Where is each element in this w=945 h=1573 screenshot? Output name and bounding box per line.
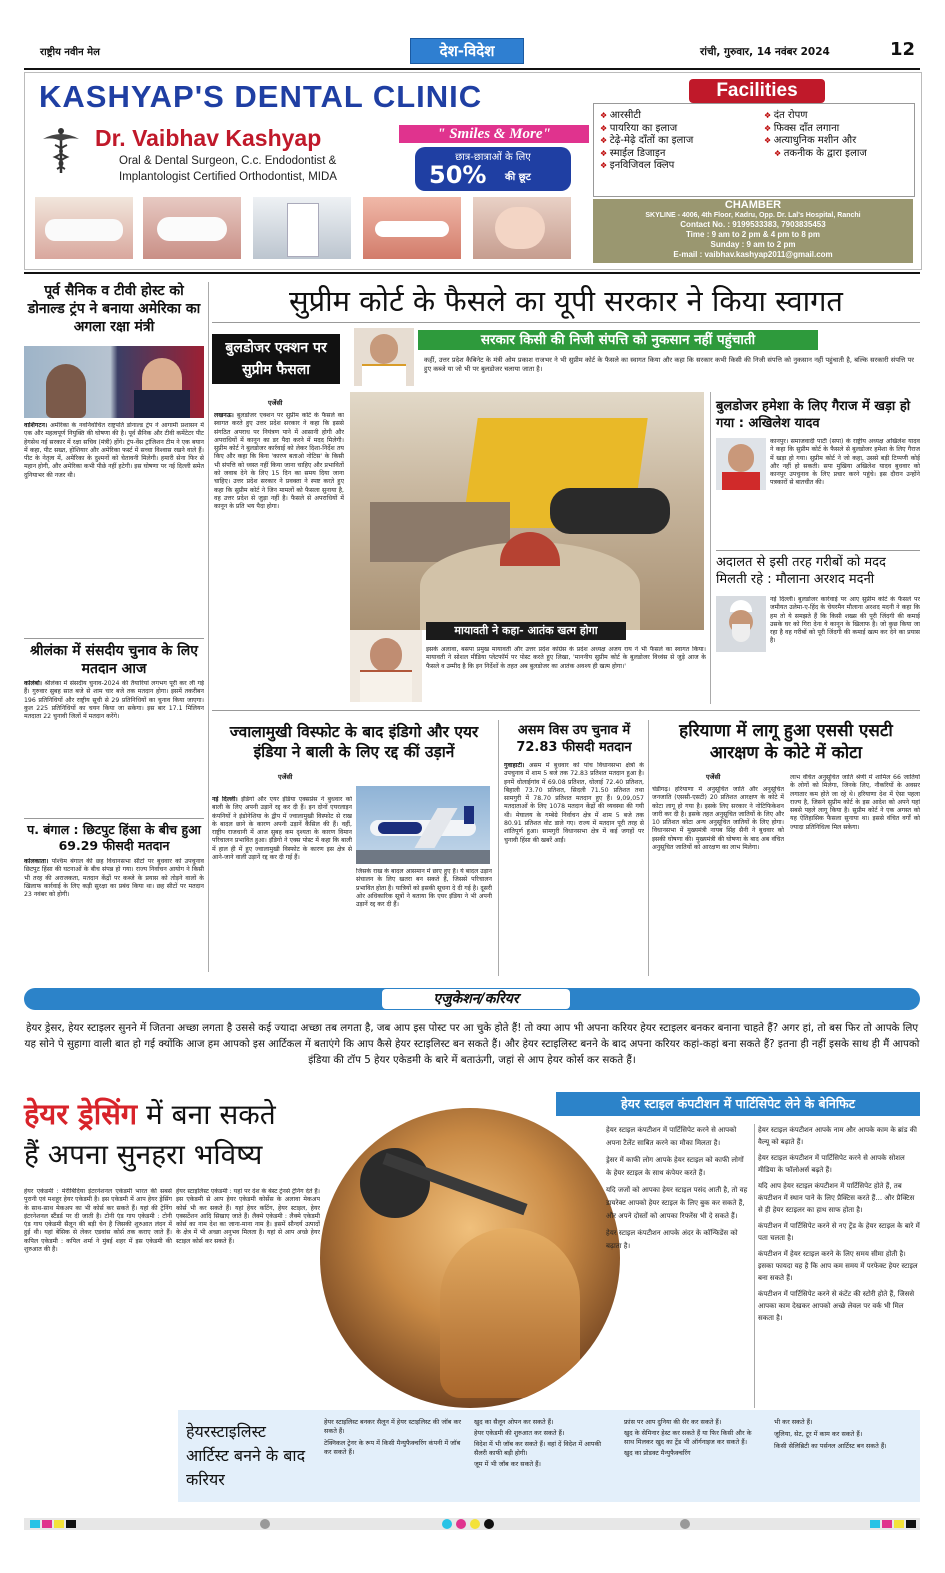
education-intro: हेयर ड्रेसर, हेयर स्टाइलर सुनने में जितना अच्छा लगता है उससे कई ज्यादा अच्छा तब लगता है, जब आप इस पोस्ट पर आ चुके होते हैं! तो क्या आप भी अपना करियर हेयर स्टाइलर बनकर बनाना चाहते हैं? अगर हां, तो बस फिर तो आपके लिए यह सोने पे सुहागा वाली बात हो गई क्योंकि आज हम आपको इस आर्टिकल में बताएंगे कि आप कैसे हेयर स्टाइलिस्ट बन सकते हैं। और हेयर स्टाइलिस्ट बनने के बाद अपना करियर कहां-कहां बना सकते हैं? इतना ही नहीं इसके साथ ही मैं आपको इंडिया की टॉप 5 हेयर एकेडमी के बारे में बताऊंगी, जहां से आप हेयर कोर्स कर सकते हैं।: [24, 1022, 920, 1066]
education-label: एजुकेशन/करियर: [382, 989, 570, 1009]
srilanka-article: कोलंबो। श्रीलंका में संसदीय चुनाव-2024 की तैयारियां लगभग पूरी कर ली गई हैं। गुरुवार सुबह सात बजे से शाम चार बजे तक मतदान होगा। इसमें तकरीबन 196 प्रतिनिधियों और राष्ट्रीय सूची से 29 प्रतिनिधियों का चुनाव किया जाएगा। कुल 225 प्रतिनिधियों का चयन किया जा सकेगा। इस बार 17.1 मिलियन मतदाता 22 चुनावी जिलों में मतदान करेंगे।: [24, 680, 204, 721]
black-swatch: [66, 1520, 76, 1528]
main-agency: एजेंसी: [268, 399, 283, 407]
benefit-item: हेयर स्टाइल कंपटीशन में पार्टिसिपेट करने से आपके सोशल मीडिया के फॉलोअर्स बढ़ते हैं।: [758, 1154, 905, 1174]
career-item: हेयर एकेडमी की शुरुआत कर सकते हैं।: [474, 1429, 565, 1437]
haryana-headline: हरियाणा में लागू हुआ एससी एसटी आरक्षण के कोटे में कोटा: [679, 721, 893, 763]
yellow-swatch: [894, 1520, 904, 1528]
indigo-plane-photo: [356, 786, 490, 864]
benefits-left: [606, 1124, 750, 1408]
register-dot: [680, 1519, 690, 1529]
career-item: जूलिया, सेट, टूर में काम कर सकते हैं।: [774, 1430, 863, 1438]
facility-item: ❖ आरसीटी: [600, 110, 693, 123]
career-item: हेयर स्टाइलिस्ट बनकर सैलून में हेयर स्टाइलिस्ट की जॉब कर सकते हैं।: [324, 1418, 461, 1435]
registration-bar: [24, 1518, 920, 1530]
facilities-title: Facilities: [689, 79, 825, 103]
career-item: जूम में भी जॉब कर सकते हैं।: [474, 1460, 541, 1468]
deck-intro: कहीं, उत्तर प्रदेश कैबिनेट के मंत्री ओम प्रकाश राजभर ने भी सुप्रीम कोर्ट के फैसले का स्वागत किया और कहा कि सरकार कभी किसी की निजी संपत्ति को नुकसान नहीं पहुंचाती है, बल्कि सरकारी संपत्ति पर हुए कब्जे या जो भी पर बुलडोजर चलाया जाता है।: [424, 356, 914, 373]
facility-item: ❖ तकनीक के द्वारा इलाज: [764, 148, 867, 161]
hair-styling-photo: [320, 1108, 620, 1408]
discount-badge: छात्र-छात्राओं के लिए 50% की छूट: [415, 147, 571, 191]
indigo-headline: ज्वालामुखी विस्फोट के बाद इंडिगो और एयर इंडिया ने बाली के लिए रद्द कीं उड़ानें: [229, 723, 479, 761]
tooth-photo-3: [253, 197, 351, 259]
career-box: [178, 1410, 920, 1502]
column-rule: [648, 720, 649, 976]
left-column: [24, 282, 204, 982]
benefit-item: यदि जजों को आपका हेयर स्टाइल पसंद आती है, तो वह डायरेक्ट आपको हेयर स्टाइल के लिए बुक कर सकते हैं, और अपने दोस्तों को आपका रिफरेंस भी दे सकते हैं।: [606, 1186, 748, 1220]
career-col-3: [624, 1418, 756, 1458]
career-item: खुद का सैलून ओपन कर सकते हैं।: [474, 1418, 554, 1426]
facilities-box: [593, 103, 915, 197]
magenta-dot: [456, 1519, 466, 1529]
facility-item: ❖ टेढ़े-मेढ़े दाँतों का इलाज: [600, 135, 693, 148]
main-headline: सुप्रीम कोर्ट के फैसले का यूपी सरकार ने किया स्वागत: [289, 284, 843, 318]
column-rule: [754, 1124, 755, 1408]
career-item: खुद का प्रोडक्ट मैन्युफैक्चरिंग: [624, 1449, 691, 1457]
career-item: टेक्निकल ट्रेनर के रूप में किसी मैन्युफैक्चरिंग कंपनी में जॉब कर सकते हैं।: [324, 1439, 461, 1456]
career-col-4: [774, 1418, 912, 1451]
mayawati-article: इसके अलावा, बसपा प्रमुख मायावती और उत्तर प्रदेश कांग्रेस के प्रदेश अध्यक्ष अजय राय ने भी फैसले का स्वागत किया। मायावती ने सोशल मीडिया प्लेटफॉर्म पर पोस्ट करते हुए लिखा, 'माननीय सुप्रीम कोर्ट के बुलडोजर विध्वंस से जुड़े आज के फैसले व उम्मीद है कि इन निर्देशों के तहत अब बुलडोजर का आतंक अवश्य ही खत्म होगा।': [426, 646, 706, 670]
srilanka-headline: श्रीलंका में संसदीय चुनाव के लिए मतदान आज: [30, 643, 198, 677]
benefit-header: हेयर स्टाइल कंपटीशन में पार्टिसिपेट लेने के बेनिफिट: [556, 1092, 920, 1116]
bulldozer-photo: [350, 392, 704, 630]
page-number: 12: [890, 39, 916, 60]
bengal-article: कोलकाता। पश्चिम बंगाल की छह विधानसभा सीटों पर बुधवार को उपचुनाव छिटपुट हिंसा की घटनाओं के बीच संपन्न हो गया। राज्य निर्वाचन आयोग ने किसी भी तरह की अराजकता, मतदान केंद्रों पर कब्जे के प्रयास को तोड़ने वालों के खिलाफ कार्रवाई के लिए कड़ी सुरक्षा का प्रबंध किया था। छह सीटों पर मतदान 23 नवंबर को होगी।: [24, 858, 204, 899]
benefits-right: [758, 1124, 920, 1408]
cyan-swatch: [870, 1520, 880, 1528]
benefit-item: हेयर स्टाइल कंपटीशन आपके नाम और आपके काम के ब्रांड की वैल्यू को बढ़ाते हैं।: [758, 1126, 917, 1146]
section-rule: [212, 710, 920, 711]
chamber-box: CHAMBER SKYLINE - 4006, 4th Floor, Kadru, Opp. Dr. Lal's Hospital, Ranchi Contact No. : 9199533383, 7903835453 Time : 9 am to 2 pm & 4 pm to 8 pm Sunday : 9 am to 2 pm E-mail : vaibhav.kashyap2011@gmail.com: [593, 199, 913, 263]
career-col-2: [474, 1418, 606, 1469]
madani-headline: अदालत से इसी तरह गरीबों को मदद मिलती रहे : मौलाना अरशद मदनी: [716, 555, 886, 587]
dental-ad: [24, 72, 922, 270]
doctor-name: Dr. Vaibhav Kashyap: [95, 125, 322, 151]
doctor-qualification-1: Oral & Dental Surgeon, C.c. Endodontist &: [119, 155, 337, 167]
academy-column-1: हेयर एकेडमी : मेरीबिदिया इंटरनेशनल एकेडमी भारत की सबसे पुरानी एवं मशहूर हेयर एकेडमी है। इस एकेडमी में आप हेयर ड्रेसिंग के साथ-साथ मेकअप का भी कोर्स कर सकते हैं। यहां की ट्रेनिंग इंटरनेशनल स्टैंडर्ड पर दी जाती है। टोनी एंड गाय एकेडमी : टोनी एंड गाय एकेडमी सैलून की बड़ी चेन है जिसकी शुरुआत लंदन में हुई थी। यहां बेसिक से लेकर एडवांस कोर्स तक कराए जाते हैं। कपिल एकेडमी : कपिल शर्मा ने मुंबई शहर में इस एकेडमी की शुरुआत की है।: [24, 1188, 172, 1254]
assam-article: गुवाहाटी। असम में बुधवार को पांच विधानसभा क्षेत्रों के उपचुनाव में शाम 5 बजे तक 72.83 प्रतिशत मतदान हुआ है। इनमें धोलाईगांव में 69.08 प्रतिशत, धोलाई 72.40 प्रतिशत, बिहाली 73.70 प्रतिशत, सिदली 71.50 प्रतिशत तथा सामगुरी में 78.70 प्रतिशत मतदान हुए हैं। 9,09,057 मतदाताओं के लिए 1078 मतदान केंद्रों की व्यवस्था की गयी थी। मेघालय के गम्बेग्रे निर्वाचन क्षेत्र में शाम 5 बजे तक 80.91 प्रतिशत वोट डाले गए। राज्य में मतदान पूरी तरह से शांतिपूर्ण हुआ। सामगुरी विधानसभा क्षेत्र में कई जगहों पर चुनावी हिंसा की खबरें आईं।: [504, 762, 644, 844]
facility-item: ❖ पायरिया का इलाज: [600, 123, 693, 136]
headline-rule: [212, 322, 920, 323]
tooth-photo-2: [143, 197, 241, 259]
mayawati-caption: मायावती ने कहा- आतंक खत्म होगा: [426, 622, 626, 640]
masthead-rule: [24, 68, 920, 70]
tooth-photo-5: [473, 197, 571, 259]
paper-name: राष्ट्रीय नवीन मेल: [40, 47, 100, 58]
section-label: देश-विदेश: [410, 38, 524, 64]
trump-photo: [24, 346, 204, 418]
deck-banner: सरकार किसी की निजी संपत्ति को नुकसान नहीं पहुंचाती: [418, 330, 818, 350]
divider: [24, 638, 204, 639]
akhilesh-article: कानपुर। समाजवादी पार्टी (सपा) के राष्ट्रीय अध्यक्ष अखिलेश यादव ने कहा कि सुप्रीम कोर्ट के फैसले से बुलडोजर हमेशा के लिए गैराज में खड़ा हो गया। सुप्रीम कोर्ट ने जो कहा, उससे बड़ी टिप्पणी कोई और नहीं हो सकती। सपा मुखिया अखिलेश यादव बुधवार को कानपुर उपचुनाव के लिए प्रचार करने पहुंचे। इस दौरान उन्होंने पत्रकारों से बातचीत की।: [770, 438, 920, 487]
akhilesh-photo: [716, 438, 766, 490]
career-box-title: हेयरस्टाइलिस्ट आर्टिस्ट बनने के बाद करियर: [186, 1422, 306, 1489]
tooth-photo-1: [35, 197, 133, 259]
facilities-left-list: [600, 110, 693, 173]
doctor-qualification-2: Implantologist Certified Orthodontist, MIDA: [119, 171, 337, 183]
education-band: [24, 988, 920, 1010]
madani-photo: [716, 596, 766, 652]
haryana-article: चंडीगढ़। हरियाणा में अनुसूचित जाति और अनुसूचित जनजाति (एससी-एसटी) 20 प्रतिशत आरक्षण के कोटे में कोटा लागू हो गया है। इसके लिए सरकार ने नोटिफिकेशन जारी कर दी है। इसके तहत अनुसूचित जातियों के लिए और 10 प्रतिशत कोटा अन्य अनुसूचित जातियों के लिए होगा। विधानसभा में मुख्यमंत्री नायब सिंह सैनी ने बुधवार को इसकी घोषणा की। मुख्यमंत्री की घोषणा के बाद अब वंचित अनुसूचित जातियों को आरक्षण का लाभ मिलेगा।: [652, 786, 784, 852]
career-item: विदेश में भी जॉब कर सकते हैं। वहां दें विदेश में आपकी सैलरी काफी बड़ी होगी।: [474, 1440, 602, 1457]
yellow-swatch: [54, 1520, 64, 1528]
benefit-item: कंपटीशन में हेयर स्टाइल करने के लिए समय सीमा होती है। इसका फायदा यह है कि आप कम समय में परफेक्ट हेयर स्टाइल बना सकते हैं।: [758, 1250, 918, 1282]
career-item: फ्रांस पर आप दुनिया की सैर कर सकते हैं।: [624, 1418, 722, 1426]
madani-article: नई दिल्ली। बुलडोजर कार्रवाई पर आए सुप्रीम कोर्ट के फैसले पर जमीयत उलेमा-ए-हिंद के चेयरमैन मौलाना अरशद मदनी ने कहा कि हम तो ये समझते हैं कि किसी शख्स की पूरी जिंदगी की कमाई उसके घर को गिरा देना ये कानून के खिलाफ है। जो कुछ किया जा रहा है वह गरीबों को पूरी जिंदगी की कमाई खत्म कर देने का प्रयास है।: [770, 596, 920, 645]
divider: [24, 818, 204, 819]
mayawati-photo: [350, 630, 422, 702]
indigo-article: नई दिल्ली। इंडिगो और एयर इंडिया एक्सप्रेस ने बुधवार को बाली के लिए अपनी उड़ानें रद्द कर दी हैं। इन दोनों एयरलाइन कंपनियों ने इंडोनेशिया के द्वीप में ज्वालामुखी विस्फोट से राख के बादल छाने के कारण अपनी उड़ानें कैंसिल की हैं। वहीं, राष्ट्रीय राजधानी में आज सुबह कम दृश्यता के कारण विमान परिचालन प्रभावित हुआ। इंडिगो ने एक्स पोस्ट में कहा कि बाली में हाल ही में हुए ज्वालामुखी विस्फोट के कारण इस क्षेत्र से आने-जाने वाली उड़ानें रद्द कर दी गई हैं।: [212, 796, 352, 862]
ad-bottom-rule: [24, 272, 920, 274]
register-dot: [260, 1519, 270, 1529]
trump-article: वाशिंगटन। अमेरिका के नवनिर्वाचित राष्ट्रपति डोनाल्ड ट्रंप ने आगामी प्रशासन में एक और महत्वपूर्ण नियुक्ति की घोषणा की है। पूर्व सैनिक और टीवी कमेंटेटर पीट हेगसेथ नई सरकार में रक्षा सचिव (मंत्री) होंगे। ट्रंप-वेंस ट्रांजिशन टीम ने एक बयान में कहा, पीट सख्त, होशियार और अमेरिका फर्स्ट में सच्चा विश्वास रखने वाले हैं। पीट के नेतृत्व में, अमेरिका के दुश्मनों को चेतावनी मिलेगी। हमारी सेना फिर से महान होगी, और अमेरिका कभी पीछे नहीं हटेगी। इस घोषणा पर नई दिल्ली समेत दुनियाभर की नजर थी।: [24, 422, 204, 479]
bengal-headline: प. बंगाल : छिटपुट हिंसा के बीच हुआ 69.29 फीसदी मतदान: [27, 822, 201, 853]
hair-headline: हेयर ड्रेसिंग में बना सकते हैं अपना सुनहरा भविष्य: [24, 1097, 276, 1171]
magenta-swatch: [882, 1520, 892, 1528]
black-dot: [484, 1519, 494, 1529]
facilities-right-list: [764, 110, 867, 160]
yellow-dot: [470, 1519, 480, 1529]
benefit-item: कंपटीशन में पार्टिसिपेट करने से नए ट्रेंड के हेयर स्टाइल के बारे में पता चलता है।: [758, 1222, 920, 1242]
career-col-1: [324, 1418, 462, 1457]
tagline-box: " Smiles & More": [399, 125, 589, 143]
benefit-item: हेयर स्टाइल कंपटीशन आपके अंदर के कॉन्फिडेंस को बढ़ाता है।: [606, 1229, 738, 1250]
black-swatch: [906, 1520, 916, 1528]
column-rule: [498, 720, 499, 976]
caduceus-icon: [35, 125, 87, 177]
benefit-item: ड्रेसर में काफी लोग आपके हेयर स्टाइल को काफी लोगों के हेयर स्टाइल के साथ कंपेयर करते हैं।: [606, 1156, 744, 1177]
cyan-swatch: [30, 1520, 40, 1528]
haryana-agency: एजेंसी: [706, 773, 721, 781]
career-item: भी कर सकते हैं।: [774, 1418, 813, 1426]
masthead: [24, 36, 920, 68]
main-article: लखनऊ। बुलडोजर एक्शन पर सुप्रीम कोर्ट के फैसले का स्वागत करते हुए उत्तर प्रदेश सरकार ने कहा कि इससे संगठित अपराध पर नियंत्रण पाने में आसानी होगी और अपराधियों में कानून का डर पैदा करने में मदद मिलेगी। सुप्रीम कोर्ट ने बुलडोजर कार्रवाई को लेकर दिशा-निर्देश तय किए और कहा कि बिना 'कारण बताओ नोटिस' के किसी भी संपत्ति को ध्वस्त नहीं किया जाना चाहिए और प्रभावितों को जवाब देने के लिए 15 दिन का समय दिया जाना चाहिए। उत्तर प्रदेश सरकार ने प्रवक्ता ने स्पष्ट करते हुए कहा कि सुप्रीम कोर्ट ने जिन मामलों को फैसला सुनाया है, वह उत्तर प्रदेश से जुड़ा नहीं है। फैसले से अपराधियों में कानून के प्रति भय पैदा होगा।: [214, 412, 344, 511]
facility-item: ❖ फिक्स दाँत लगाना: [764, 123, 867, 136]
career-item: खुद के सेमिनार हेस्ट कर सकते हैं या फिर किसी और के साथ मिलकर खुद का ट्रेंड भी ऑर्गनाइज कर सकते हैं।: [624, 1429, 752, 1446]
benefit-item: यदि आप हेयर स्टाइल कंपटीशन में पार्टिसिपेट होते हैं, तब कंपटीशन में स्थान पाने के लिए प्रैक्टिस करते हैं... और प्रैक्टिस से ही हेयर स्टाइलर का हाथ साफ होता है।: [758, 1182, 915, 1214]
facility-item: ❖ स्माईल डिजाइन: [600, 148, 693, 161]
facility-item: ❖ दंत रोपण: [764, 110, 867, 123]
indigo-agency: एजेंसी: [278, 773, 293, 781]
benefit-item: कंपटीशन में पार्टिसिपेट करने से कंटेंट की स्टोरी होते हैं, जिससे आपका काम देखकर आपको अच्छे लेवल पर वर्क भी मिल सकता है।: [758, 1290, 915, 1322]
kicker-box: बुलडोजर एक्शन पर सुप्रीम फैसला: [212, 334, 340, 384]
cyan-dot: [442, 1519, 452, 1529]
haryana-article-2: लाभ वंचित अनुसूचित जाति श्रेणी में शामिल 66 जातियों के लोगों को मिलेगा, जिनके लिए, नौकरियों के अवसर लगातार कम होते जा रहे थे। हरियाणा देश में ऐसा पहला राज्य है, जिसने सुप्रीम कोर्ट के इस आदेश को अपने यहां सबसे पहले लागू किया है। सुप्रीम कोर्ट ने एक अगस्त को यह ऐतिहासिक फैसला सुनाया था। इससे वंचित वर्गों को ज्यादा प्रतिनिधित्व मिल सकेगा।: [790, 774, 920, 831]
minister-photo: [354, 328, 414, 386]
facility-item: ❖ इनविजिवल क्लिप: [600, 160, 693, 173]
column-rule: [710, 392, 711, 704]
trump-headline: पूर्व सैनिक व टीवी होस्ट को डोनाल्ड ट्रंप ने बनाया अमेरिका का अगला रक्षा मंत्री: [27, 283, 201, 335]
facility-item: ❖ अत्याधुनिक मशीन और: [764, 135, 867, 148]
career-item: किसी सेलिब्रिटी का पर्सनल आर्टिस्ट बन सकते हैं।: [774, 1442, 887, 1450]
dateline: रांची, गुरुवार, 14 नवंबर 2024: [700, 46, 830, 58]
akhilesh-headline: बुलडोजर हमेशा के लिए गैराज में खड़ा हो गया : अखिलेश यादव: [716, 399, 911, 431]
assam-headline: असम विस उप चुनाव में 72.83 फीसदी मतदान: [516, 723, 632, 755]
indigo-article-2: जिसके राख के बादल आसमान में छाए हुए हैं। ये बादल उड़ान संचालन के लिए खतरा बन सकते हैं, जिससे परिचालन प्रभावित होता है। यात्रियों को इसकी सूचना दे दी गई है। दूसरी ओर अधिकारिक सूत्रों ने बताया कि एयर इंडिया ने भी अपनी उड़ानें रद्द कर दी हैं।: [356, 868, 492, 909]
divider: [716, 550, 920, 551]
clinic-name: KASHYAP'S DENTAL CLINIC: [39, 79, 483, 114]
tooth-photo-4: [363, 197, 461, 259]
benefit-item: हेयर स्टाइल कंपटीशन में पार्टिसिपेट करने से आपको अपना टैलेंट साबित करने का मौका मिलता है।: [606, 1126, 737, 1147]
column-rule: [208, 282, 209, 972]
academy-column-2: हेयर स्टाइलिस्ट एकेडमी : यहां पर देश के बेस्ट ट्रेनर्स ट्रेनिंग देते हैं। इस एकेडमी से आप हेयर एकेडमी कोर्सेस के अलावा मेकअप कोर्स भी कर सकते हैं। यहां हेयर कटिंग, हेयर स्टाइल, हेयर एक्सटेंशन आदि सिखाए जाते हैं। लैक्मे एकेडमी : लैक्मे एकेडमी कोर्स का नाम देश का जाना-माना नाम है। इसमें सौन्दर्य उत्पादों के क्षेत्र में भी अच्छा अनुभव मिलता है। यहां से आप अच्छे हेयर स्टाइल कोर्स कर सकते हैं।: [176, 1188, 320, 1245]
magenta-swatch: [42, 1520, 52, 1528]
